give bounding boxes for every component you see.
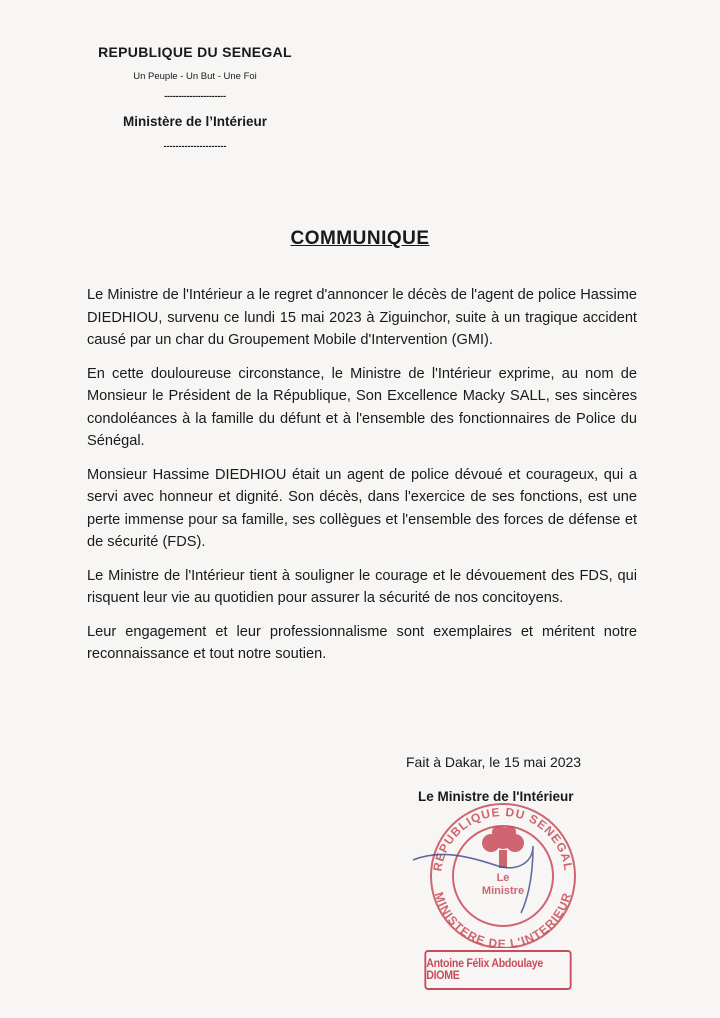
document-title: COMMUNIQUE [290, 228, 430, 249]
svg-text:MINISTERE DE L'INTERIEUR [432, 890, 575, 948]
letterhead [75, 44, 315, 151]
official-stamp [403, 788, 603, 948]
stamp-center-line1: Le [496, 872, 510, 884]
signer-title: Le Ministre de l'Intérieur [418, 789, 574, 804]
stamp-top-text: REPUBLIQUE DU SENEGAL [430, 804, 576, 873]
communique-body [87, 284, 637, 677]
republic-name: REPUBLIQUE DU SENEGAL [98, 44, 292, 60]
paragraph: En cette douloureuse circonstance, le Ministre de l'Intérieur exprime, au nom de Monsieur le Président de la République, Son Excellence Macky SALL, ses sincères condoléances à la famille du défunt et à l'ensemble des fonctionnaires de Police du Sénégal. [87, 365, 637, 449]
national-motto: Un Peuple - Un But - Une Foi [133, 71, 257, 82]
ministry-name: Ministère de l’Intérieur [122, 114, 268, 129]
separator: --------------------- [163, 141, 227, 151]
paragraph: Monsieur Hassime DIEDHIOU était un agent de police dévoué et courageux, qui a servi avec honneur et dignité. Son décès, dans l'exercice de ses fonctions, est une perte immense pour sa famille, ses collègues et l'ensemble des forces de défense et de sécurité (FDS). [87, 466, 637, 550]
stamp-bottom-text: MINISTERE DE L'INTERIEUR [431, 890, 575, 948]
paragraph: Leur engagement et leur professionnalisme sont exemplaires et méritent notre reconnaissance et tout notre soutien. [87, 623, 637, 662]
paragraph: Le Ministre de l'Intérieur tient à souligner le courage et le dévouement des FDS, qui risquent leur vie au quotidien pour assurer la sécurité de nos concitoyens. [87, 567, 637, 606]
baobab-icon [482, 826, 524, 868]
stamp-center-line2: Ministre [481, 885, 525, 897]
separator: ---------------------- [164, 91, 226, 101]
paragraph: Le Ministre de l'Intérieur a le regret d'annoncer le décès de l'agent de police Hassime DIEDHIOU, survenu ce lundi 15 mai 2023 à Ziguinchor, suite à un tragique accident causé par un char du Groupement Mobile d'Intervention (GMI). [87, 287, 637, 348]
place-and-date: Fait à Dakar, le 15 mai 2023 [406, 754, 582, 770]
signer-name-stamp: Antoine Félix Abdoulaye DIOME [424, 950, 571, 990]
